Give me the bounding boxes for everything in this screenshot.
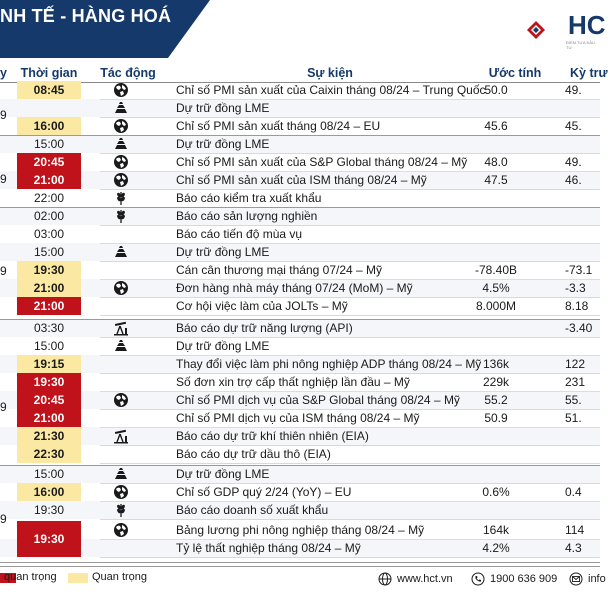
previous-value: 46. (565, 173, 582, 187)
forecast-value: 50.9 (484, 411, 508, 425)
event-name: Báo cáo dự trữ năng lượng (API) (176, 321, 353, 335)
wheat-icon (113, 502, 129, 518)
table-row (0, 355, 600, 373)
gold-bars-icon (113, 136, 129, 152)
previous-value (565, 225, 615, 243)
event-name: Số đơn xin trợ cấp thất nghiệp lần đầu – Mỹ (176, 375, 410, 389)
event-time: 15:00 (33, 339, 65, 353)
event-name: Dự trữ đồng LME (176, 467, 270, 481)
table-row (0, 117, 600, 135)
wheat-icon (113, 190, 129, 206)
table-row (0, 373, 600, 391)
event-time: 21:00 (17, 171, 81, 189)
previous-value (565, 445, 615, 463)
gold-bars-icon (113, 338, 129, 354)
day-label: 9 (0, 108, 7, 122)
legend-swatch-important (68, 573, 88, 583)
table-row (0, 391, 600, 409)
event-time: 02:00 (33, 209, 65, 223)
table-row (0, 189, 600, 207)
table-row (0, 99, 600, 117)
previous-value (565, 501, 615, 519)
event-time: 22:00 (33, 191, 65, 205)
event-name: Chỉ số PMI sản xuất của Caixin tháng 08/24 – Trung Quốc (176, 83, 486, 97)
table-row (0, 207, 600, 225)
event-name: Dự trữ đồng LME (176, 101, 270, 115)
event-time: 15:00 (33, 467, 65, 481)
event-name: Thay đổi việc làm phi nông nghiệp ADP tháng 08/24 – Mỹ (176, 357, 482, 371)
previous-value: 49. (565, 83, 582, 97)
table-row (0, 445, 600, 463)
email-icon (569, 572, 583, 586)
forecast-value (460, 445, 532, 463)
row-separator (100, 315, 600, 316)
event-time: 19:15 (17, 355, 81, 373)
event-name: Báo cáo dự trữ dầu thô (EIA) (176, 447, 331, 461)
previous-value: 122 (565, 357, 586, 371)
event-time (17, 99, 81, 117)
col-day: y (0, 66, 7, 80)
forecast-value: 4.5% (482, 281, 510, 295)
globe-icon (113, 82, 129, 98)
event-name: Chỉ số PMI dịch vụ của ISM tháng 08/24 – Mỹ (176, 411, 420, 425)
row-separator (100, 463, 600, 464)
col-previous: Kỳ trư (570, 66, 608, 80)
event-name: Dự trữ đồng LME (176, 339, 270, 353)
event-time: 03:30 (33, 321, 65, 335)
event-name: Cán cân thương mại tháng 07/24 – Mỹ (176, 263, 383, 277)
forecast-value (460, 319, 532, 337)
forecast-value (460, 427, 532, 445)
event-time: 15:00 (33, 137, 65, 151)
day-group-divider (0, 207, 600, 208)
forecast-value: 164k (482, 523, 510, 537)
table-row (0, 81, 600, 99)
forecast-value: 8.000M (475, 299, 517, 313)
forecast-value: 50.0 (484, 83, 508, 97)
event-name: Dự trữ đồng LME (176, 245, 270, 259)
table-row (0, 279, 600, 297)
previous-value: 114 (565, 523, 585, 537)
event-name: Báo cáo kiểm tra xuất khẩu (176, 191, 322, 205)
web-icon (378, 572, 392, 586)
footer-website[interactable]: www.hct.vn (397, 573, 453, 585)
previous-value: 8.18 (565, 299, 589, 313)
day-group-divider (0, 465, 600, 466)
forecast-value: 45.6 (484, 119, 508, 133)
table-row (0, 261, 600, 279)
event-name: Chỉ số PMI sản xuất của S&P Global tháng 08/24 – Mỹ (176, 155, 468, 169)
event-time: 15:00 (33, 245, 65, 259)
previous-value (565, 99, 615, 117)
previous-value: -3.40 (565, 321, 593, 335)
wheat-icon (113, 208, 129, 224)
oil-pump-icon (113, 428, 129, 444)
col-forecast: Ước tính (488, 66, 542, 80)
event-name: Chỉ số PMI dịch vụ của S&P Global tháng 08/24 – Mỹ (176, 393, 460, 407)
day-group-divider (0, 135, 600, 136)
forecast-value (460, 207, 532, 225)
previous-value (565, 189, 615, 207)
previous-value: 55. (565, 393, 582, 407)
table-row (0, 171, 600, 189)
event-time: 19:30 (33, 503, 65, 517)
table-row (0, 409, 600, 427)
logo-tagline: ĐIỂM TỰA ĐẦU TƯ (566, 40, 595, 50)
footer-phone[interactable]: 1900 636 909 (490, 573, 558, 585)
table-row (0, 501, 600, 519)
globe-icon (113, 172, 129, 188)
event-name: Dự trữ đồng LME (176, 137, 270, 151)
globe-icon (113, 392, 129, 408)
previous-value (565, 243, 615, 261)
logo-text: HC (568, 10, 606, 40)
previous-value (565, 337, 615, 355)
previous-value: -3.3 (565, 281, 586, 295)
table-row (0, 337, 600, 355)
table-row (0, 427, 600, 445)
event-time: 20:45 (17, 391, 81, 409)
footer-email[interactable]: info (588, 573, 606, 585)
event-time: 19:30 (17, 521, 81, 557)
event-time: 20:45 (17, 153, 81, 171)
gold-bars-icon (113, 100, 129, 116)
event-name: Chỉ số PMI sản xuất tháng 08/24 – EU (176, 119, 381, 133)
col-impact: Tác động (100, 66, 156, 80)
oil-pump-icon (113, 320, 129, 336)
previous-value: 231 (565, 375, 586, 389)
previous-value: 4.3 (565, 541, 582, 555)
table-row (0, 465, 600, 483)
forecast-value (460, 189, 532, 207)
footer-divider (0, 566, 600, 567)
forecast-value: 55.2 (484, 393, 508, 407)
previous-value: 51. (565, 411, 582, 425)
table-row (0, 225, 600, 243)
event-name: Báo cáo dự trữ khí thiên nhiên (EIA) (176, 429, 369, 443)
event-time: 19:30 (17, 261, 81, 279)
event-time: 21:00 (17, 297, 81, 315)
previous-value: 45. (565, 119, 582, 133)
event-name: Đơn hàng nhà máy tháng 07/24 (MoM) – Mỹ (176, 281, 413, 295)
table-row (0, 521, 600, 539)
previous-value: 49. (565, 155, 582, 169)
forecast-value (460, 99, 532, 117)
table-row (0, 319, 600, 337)
forecast-value (460, 225, 532, 243)
event-time: 16:00 (17, 117, 81, 135)
previous-value: 0.4 (565, 485, 582, 499)
gold-bars-icon (113, 466, 129, 482)
table-row (0, 243, 600, 261)
table-row (0, 539, 600, 557)
forecast-value (460, 135, 532, 153)
event-name: Báo cáo doanh số xuất khẩu (176, 503, 329, 517)
forecast-value: 0.6% (482, 485, 510, 499)
table-row (0, 153, 600, 171)
event-name: Cơ hội việc làm của JOLTs – Mỹ (176, 299, 348, 313)
forecast-value: 4.2% (482, 541, 510, 555)
day-label: 9 (0, 400, 7, 414)
day-group-divider (0, 319, 600, 320)
day-label: 9 (0, 512, 7, 526)
event-name: Báo cáo tiến độ mùa vụ (176, 227, 303, 241)
event-time: 19:30 (17, 373, 81, 391)
event-time: 21:00 (17, 409, 81, 427)
event-time: 08:45 (17, 81, 81, 99)
forecast-value (460, 243, 532, 261)
gold-bars-icon (113, 244, 129, 260)
forecast-value: 47.5 (484, 173, 508, 187)
legend-very-important: quan trọng (4, 571, 57, 583)
globe-icon (113, 484, 129, 500)
globe-icon (113, 154, 129, 170)
phone-icon (471, 572, 485, 586)
event-name: Tỷ lệ thất nghiệp tháng 08/24 – Mỹ (176, 541, 361, 555)
event-time: 21:30 (17, 427, 81, 445)
table-row (0, 135, 600, 153)
globe-icon (113, 522, 129, 538)
row-separator (100, 519, 600, 520)
table-row (0, 483, 600, 501)
event-time: 16:00 (17, 483, 81, 501)
previous-value: -73.1 (565, 263, 593, 277)
forecast-value: 229k (482, 375, 510, 389)
event-name: Chỉ số PMI sản xuất của ISM tháng 08/24 – Mỹ (176, 173, 427, 187)
col-time: Thời gian (20, 66, 78, 80)
forecast-value (460, 465, 532, 483)
globe-icon (113, 280, 129, 296)
event-name: Báo cáo sản lượng nghiền (176, 209, 318, 223)
previous-value (565, 207, 615, 225)
day-label: 9 (0, 172, 7, 186)
event-time: 22:30 (17, 445, 81, 463)
forecast-value: 48.0 (484, 155, 508, 169)
event-time: 03:00 (33, 227, 65, 241)
forecast-value: -78.40B (474, 263, 518, 277)
row-separator (100, 557, 600, 558)
previous-value (565, 427, 615, 445)
event-time: 21:00 (17, 279, 81, 297)
day-group-divider (0, 562, 600, 563)
event-name: Chỉ số GDP quý 2/24 (YoY) – EU (176, 485, 352, 499)
col-event: Sự kiện (307, 66, 353, 80)
hct-logo (526, 10, 566, 50)
forecast-value (460, 501, 532, 519)
day-label: 9 (0, 264, 7, 278)
forecast-value (460, 337, 532, 355)
previous-value (565, 135, 615, 153)
page-title: NH TẾ - HÀNG HOÁ (0, 6, 172, 26)
table-row (0, 297, 600, 315)
event-name: Bảng lương phi nông nghiệp tháng 08/24 – Mỹ (176, 523, 425, 537)
previous-value (565, 465, 615, 483)
forecast-value: 136k (482, 357, 510, 371)
globe-icon (113, 118, 129, 134)
legend-important: Quan trọng (92, 571, 148, 583)
